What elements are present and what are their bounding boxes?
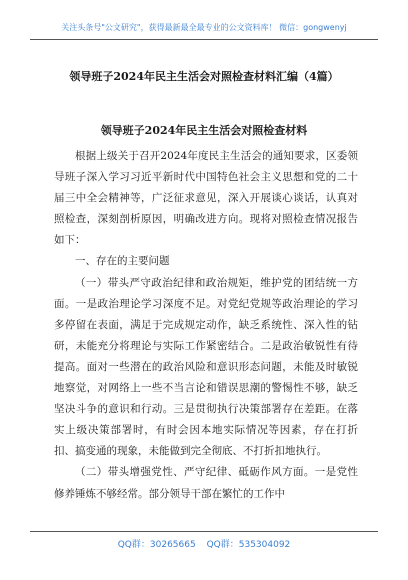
document-body [54,146,358,505]
footer [30,531,378,550]
paragraph-intro: 根据上级关于召开2024年度民主生活会的通知要求，区委领导班子深入学习习近平新时代中国特色社会主义思想和党的二十届三中全会精神等，广泛征求意见，深入开展谈心谈话，认真对照检查，深刻剖析原因，明确改进方向。现将对照检查情况报告如下： [54,150,358,247]
header-banner: 关注头条号"公文研究"，获得最新最全最专业的公文资料库！ 微信：gongwenyj [30,22,378,40]
document-title: 领导班子2024年民主生活会对照检查材料汇编（4篇） [69,70,339,83]
qq-group-2: QQ群：535304092 [206,540,291,550]
qq-group-1: QQ群：30265665 [117,540,196,550]
section-title: 领导班子2024年民主生活会对照检查材料 [100,124,308,137]
paragraph-party-spirit: （二）带头增强党性、严守纪律、砥砺作风方面。一是党性修养锤炼不够经常。部分领导干部在繁忙的工作中 [54,466,358,500]
paragraph-political-discipline: （一）带头严守政治纪律和政治规矩，维护党的团结统一方面。一是政治理论学习深度不足。对党纪党规等政治理论的学习多停留在表面，满足于完成规定动作，缺乏系统性、深入性的钻研，未能充分将理论与实际工作紧密结合。二是政治敏锐性有待提高。面对一些潜在的政治风险和意识形态问题，未能及时敏锐地察觉，对网络上一些不当言论和错误思潮的警惕性不够，缺乏坚决斗争的意识和行动。三是贯彻执行决策部署存在差距。在落实上级决策部署时，有时会因本地实际情况等因素，存在打折扣、搞变通的现象，未能做到完全彻底、不打折扣地执行。 [54,276,358,458]
heading-problems: 一、存在的主要问题 [75,255,170,268]
